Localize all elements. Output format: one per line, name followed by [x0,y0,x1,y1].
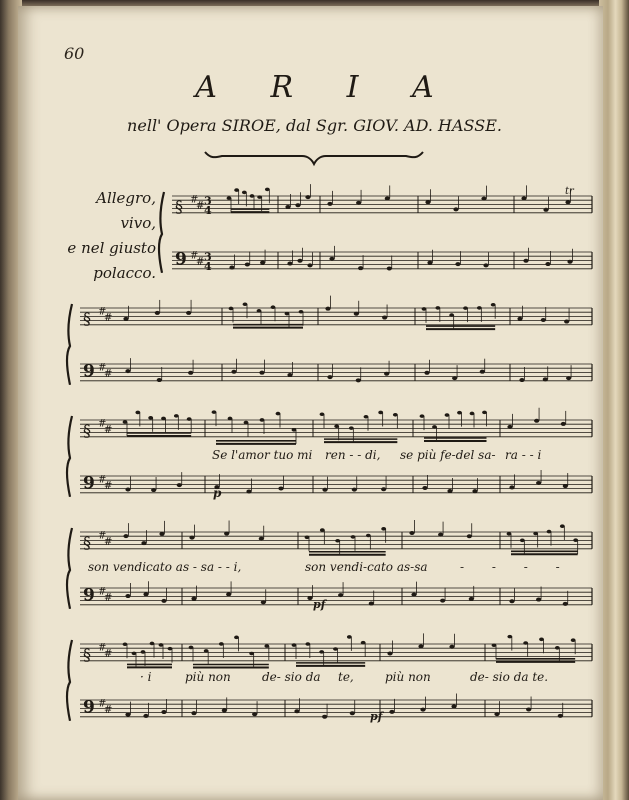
system-1-bass-note [567,260,572,264]
system-4-bass-note [440,599,445,603]
system-2-brace [67,304,72,385]
system-4-brace [67,528,72,609]
system-1-treble-note [305,195,310,199]
system-4-treble-note [438,533,443,537]
system-3-treble-clef: § [83,420,91,440]
system-2-treble-note [123,317,128,321]
system-5-bass-note [222,708,227,712]
system-2-treble-note [186,311,191,315]
tempo-line-2: e nel giusto [67,239,156,257]
system-5-key-sharp: # [104,704,113,716]
tempo-line-1: Allegro, vivo, [96,189,156,232]
system-5-key-sharp: # [104,648,113,660]
system-4-key-sharp: # [98,586,107,598]
system-5-bass-note [161,710,166,714]
system-3-bass-note [472,489,477,493]
system-4-bass-note [307,596,312,600]
system-3-bass-clef: 9 [83,473,95,494]
system-4-treble-note [159,532,164,536]
system-1-bass-note [545,262,550,266]
system-1-key-sharp: # [190,250,199,262]
system-1-bass-note [260,261,265,265]
system-1-key-sharp: # [190,194,199,206]
system-4-bass-note [563,602,568,606]
system-4-key-sharp: # [104,536,113,548]
lyric-s5-1: · i [140,670,152,684]
system-1-treble-note [295,203,300,207]
system-3-key-sharp: # [98,474,107,486]
system-2-bass-note [566,376,571,380]
system-3-treble-note [561,422,566,426]
system-1-treble-clef: § [175,196,183,216]
system-4-bass-note [469,597,474,601]
time-sig-numerator: 3 [204,194,212,208]
system-2-bass-note [356,378,361,382]
lyric-s3-4: ra - - i [505,448,542,462]
system-5-bass-note [451,705,456,709]
system-4-treble-note [141,541,146,545]
system-2-bass-note [157,378,162,382]
system-3-treble-note [534,419,539,423]
system-4-treble-note [467,534,472,538]
system-2-treble-note [325,307,330,311]
system-2-bass-note [424,371,429,375]
system-1-brace [159,192,164,273]
system-3-key-sharp: # [104,424,113,436]
page-number: 60 [64,44,85,63]
time-sig-denominator: 4 [204,203,212,217]
system-2-treble-note [564,320,569,324]
system-1-key-sharp: # [196,256,205,268]
system-4-bass-note [509,599,514,603]
system-1-bass-note [307,263,312,267]
system-4-bass-note [261,600,266,604]
system-5-treble-note [449,645,454,649]
system-5-bass-note [420,708,425,712]
system-1-bass-note [523,259,528,263]
system-1-bass-note [329,257,334,261]
system-2-bass-note [543,377,548,381]
system-5-bass-note [252,712,257,716]
system-4-treble-note [259,537,264,541]
system-2-bass-clef: 9 [83,361,95,382]
system-2-bass-note [327,375,332,379]
lyric-s5-5: più non [385,670,431,684]
system-5-key-sharp: # [98,698,107,710]
system-2-treble-note [382,316,387,320]
system-5-treble-clef: § [83,644,91,664]
time-sig-denominator: 4 [204,259,212,273]
page-subtitle: nell' Opera SIROE, dal Sgr. GIOV. AD. HASSE. [127,116,502,135]
system-4-treble-note [123,534,128,538]
dynamic-pf-1: pf [313,598,326,611]
system-5-bass-note [143,714,148,718]
system-2-treble-note [155,311,160,315]
lyric-s5-6: de- sio da te. [470,670,549,684]
system-4-bass-note [161,599,166,603]
lyric-s4-1: son vendicato as - sa - - i, [88,560,242,574]
system-2-bass-note [384,372,389,376]
system-1-treble-note [521,196,526,200]
lyric-s4-3: - - - - [460,560,572,574]
system-2-key-sharp: # [104,368,113,380]
system-1-bass-note [245,262,250,266]
system-4-bass-note [411,593,416,597]
system-1-treble-note [425,200,430,204]
system-4-key-sharp: # [98,530,107,542]
system-4-treble-note [189,536,194,540]
system-2-key-sharp: # [98,306,107,318]
dynamic-p: p [213,486,222,500]
lyric-s5-2: più non [185,670,231,684]
time-sig-numerator: 3 [204,250,212,264]
system-5-bass-note [294,709,299,713]
system-3-bass-note [151,488,156,492]
system-3-bass-note [278,486,283,490]
system-5-bass-note [350,711,355,715]
system-5-bass-note [125,713,130,717]
system-1-bass-note [483,263,488,267]
system-3-key-sharp: # [98,418,107,430]
system-1-bass-note [427,261,432,265]
system-3-bass-note [246,489,251,493]
system-1-treble-note [543,208,548,212]
system-2-treble-clef: § [83,308,91,328]
system-4-bass-note [369,602,374,606]
system-2-bass-note [188,371,193,375]
system-5-bass-note [526,708,531,712]
system-4-bass-note [338,593,343,597]
system-3-bass-note [422,486,427,490]
system-2-key-sharp: # [98,362,107,374]
lyric-s3-2: ren - - di, [325,448,381,462]
system-5-bass-note [389,710,394,714]
system-2-bass-note [259,371,264,375]
system-3-treble-note [507,425,512,429]
system-3-bass-note [563,484,568,488]
system-2-bass-note [480,370,485,374]
system-3-key-sharp: # [104,480,113,492]
system-1-bass-note [387,266,392,270]
system-4-bass-clef: 9 [83,585,95,606]
system-1-bass-clef: 9 [175,249,187,270]
dynamic-pf-2: pf [370,710,383,723]
system-4-key-sharp: # [104,592,113,604]
system-1-treble-note [453,207,458,211]
system-2-bass-note [287,373,292,377]
title-ornament [205,152,423,164]
lyric-s5-4: te, [338,670,354,684]
system-1-treble-note [481,197,486,201]
system-3-bass-note [536,481,541,485]
system-1-bass-note [358,266,363,270]
system-4-treble-note [224,532,229,536]
system-5-treble-note [387,651,392,655]
system-2-treble-note [541,318,546,322]
system-3-bass-note [447,489,452,493]
system-4-bass-note [536,598,541,602]
system-1-bass-note [229,266,234,270]
system-1-bass-note [455,262,460,266]
system-5-bass-note [322,715,327,719]
system-4-bass-note [143,592,148,596]
system-1-treble-note [327,202,332,206]
page-title: A R I A [195,70,456,105]
system-2-bass-note [519,378,524,382]
system-3-bass-note [322,488,327,492]
lyric-s3-3: se più fe-del sa- [400,448,496,462]
lyric-s4-2: son vendi-cato as-sa [305,560,428,574]
system-5-bass-note [191,711,196,715]
system-5-bass-note [494,712,499,716]
system-3-bass-note [509,485,514,489]
lyric-s5-3: de- sio da [262,670,321,684]
system-5-treble-note [418,644,423,648]
system-2-treble-note [517,317,522,321]
system-1-key-sharp: # [196,200,205,212]
system-1-bass-note [287,262,292,266]
system-1-treble-note [565,200,570,204]
system-2-bass-note [231,370,236,374]
tempo-line-3: polacco. [93,264,156,282]
system-3-bass-note [125,488,130,492]
system-2-bass-note [125,369,130,373]
system-3-bass-note [177,483,182,487]
system-4-treble-clef: § [83,532,91,552]
system-2-treble-note [354,312,359,316]
system-1-treble-note [385,196,390,200]
system-4-treble-note [409,531,414,535]
system-5-bass-note [558,714,563,718]
system-4-bass-note [226,592,231,596]
system-5-bass-clef: 9 [83,697,95,718]
lyric-s3-1: Se l'amor tuo mi [212,448,313,462]
system-1-bass-note [297,259,302,263]
system-5-key-sharp: # [98,642,107,654]
trill-mark: tr [565,186,574,197]
system-4-bass-note [125,594,130,598]
system-1-treble-note [356,201,361,205]
system-3-bass-note [381,487,386,491]
system-5-brace [67,640,72,721]
system-3-bass-note [352,488,357,492]
system-4-bass-note [191,597,196,601]
system-1-treble-note [285,205,290,209]
system-3-brace [67,416,72,497]
system-2-key-sharp: # [104,312,113,324]
system-2-bass-note [452,376,457,380]
